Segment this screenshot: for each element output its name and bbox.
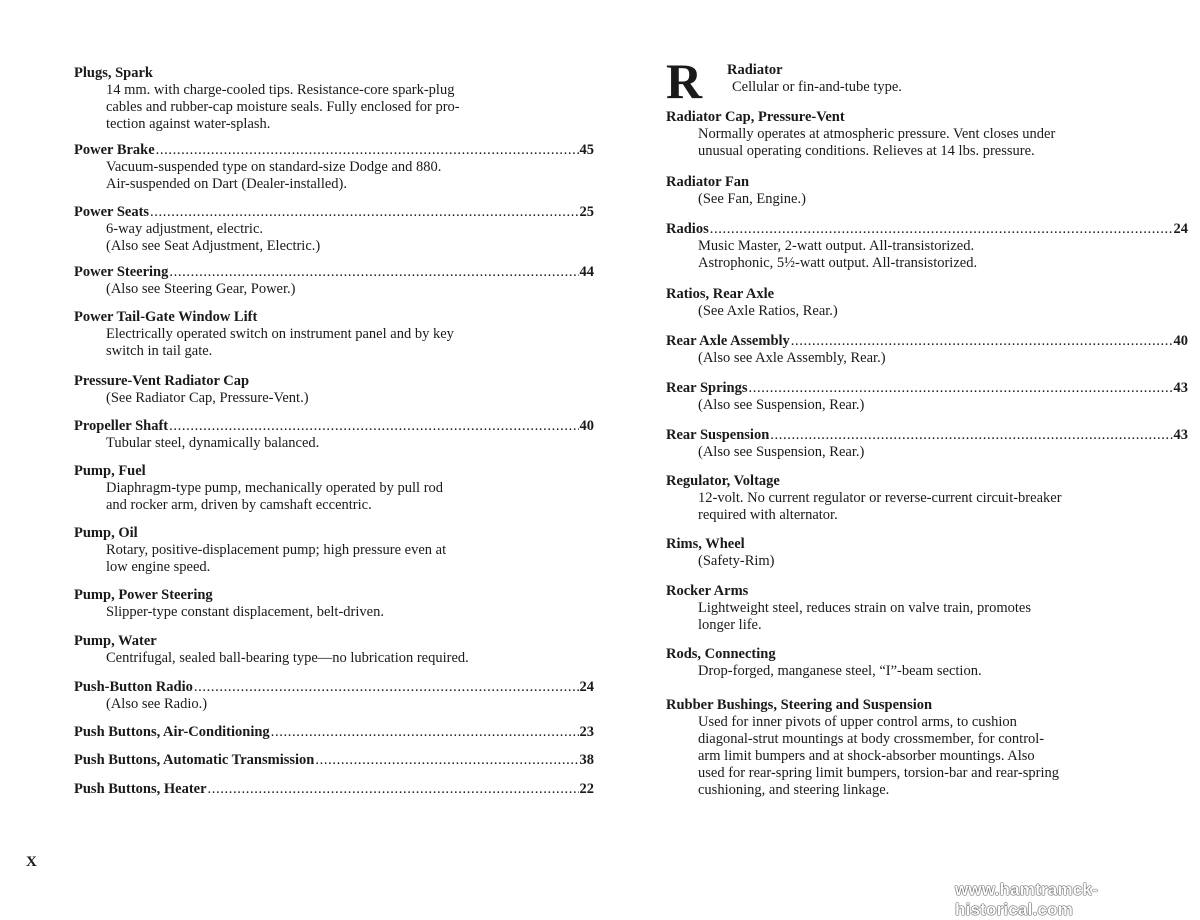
dot-leader [208, 781, 579, 798]
index-term: Regulator, Voltage [666, 473, 780, 489]
index-entry-heading [666, 473, 1188, 490]
index-term: Plugs, Spark [74, 65, 153, 81]
index-description [74, 696, 594, 713]
description-line: 12-volt. No current regulator or reverse-current circuit-breaker [698, 490, 1062, 506]
index-entry-heading [74, 752, 594, 769]
index-entry-heading [74, 65, 594, 82]
index-description [666, 714, 1188, 799]
index-description [74, 604, 594, 621]
description-line: (Also see Radio.) [106, 696, 208, 712]
index-term: Pump, Oil [74, 525, 138, 541]
description-line: Vacuum-suspended type on standard-size Dodge and 880. [106, 159, 442, 175]
index-entry [74, 633, 594, 667]
index-description [74, 650, 594, 667]
page-number: 25 [579, 204, 594, 220]
description-line: Centrifugal, sealed ball-bearing type—no lubrication required. [106, 650, 469, 666]
index-entry [666, 221, 1188, 272]
index-entry [74, 463, 594, 514]
index-entry-radiator [727, 62, 902, 96]
index-description [666, 303, 1188, 320]
index-entry-heading [74, 418, 594, 435]
index-description [666, 238, 1188, 272]
index-entry [74, 724, 594, 741]
index-entry [666, 286, 1188, 320]
index-entry-heading [74, 309, 594, 326]
description-line: required with alternator. [698, 507, 838, 523]
index-term: Radiator Fan [666, 174, 750, 190]
index-entry [74, 373, 594, 407]
page-number: 40 [579, 418, 594, 434]
index-entry [666, 174, 1188, 208]
index-term: Pump, Water [74, 633, 157, 649]
description-line: (See Fan, Engine.) [698, 191, 806, 207]
description-line: 6-way adjustment, electric. [106, 221, 264, 237]
index-description [666, 600, 1188, 634]
index-entry-heading [74, 587, 594, 604]
index-term: Radiator [727, 62, 783, 78]
description-line: Rotary, positive-displacement pump; high pressure even at [106, 542, 447, 558]
index-entry [666, 473, 1188, 524]
index-description [74, 542, 594, 576]
index-entry [666, 427, 1188, 461]
index-description [74, 435, 594, 452]
description-line: Tubular steel, dynamically balanced. [106, 435, 320, 451]
description-line: unusual operating conditions. Relieves at 14 lbs. pressure. [698, 143, 1035, 159]
index-entry-heading [74, 781, 594, 798]
index-entry [74, 679, 594, 713]
description-line: (See Axle Ratios, Rear.) [698, 303, 838, 319]
index-description [666, 191, 1188, 208]
index-entry [74, 781, 594, 798]
page-number: 24 [579, 679, 594, 695]
index-term: Ratios, Rear Axle [666, 286, 775, 302]
description-line: cushioning, and steering linkage. [698, 782, 890, 798]
index-entry-heading [666, 109, 1188, 126]
index-description [74, 281, 594, 298]
index-term: Radios [666, 221, 709, 237]
dot-leader [156, 142, 579, 159]
description-line: arm limit bumpers and at shock-absorber mountings. Also [698, 748, 1035, 764]
description-line: Electrically operated switch on instrument panel and by key [106, 326, 454, 342]
page-number: 22 [579, 781, 594, 797]
index-term: Push Buttons, Air-Conditioning [74, 724, 270, 740]
description-line: (Also see Suspension, Rear.) [698, 444, 865, 460]
index-entry-heading [74, 724, 594, 741]
index-entry-heading [666, 427, 1188, 444]
index-entry-heading [666, 646, 1188, 663]
index-term: Propeller Shaft [74, 418, 169, 434]
page-folio: X [26, 854, 37, 870]
index-description [74, 480, 594, 514]
index-description [666, 350, 1188, 367]
index-term: Push Buttons, Automatic Transmission [74, 752, 315, 768]
description-line: longer life. [698, 617, 762, 633]
index-entry [74, 752, 594, 769]
index-description [666, 126, 1188, 160]
index-entry [74, 142, 594, 193]
description-line: Music Master, 2-watt output. All-transistorized. [698, 238, 975, 254]
index-term: Push Buttons, Heater [74, 781, 207, 797]
index-term: Pump, Power Steering [74, 587, 213, 603]
index-description [666, 444, 1188, 461]
index-term: Rear Axle Assembly [666, 333, 790, 349]
page-number: 45 [579, 142, 594, 158]
index-entry [74, 587, 594, 621]
index-entry [74, 309, 594, 360]
description-line: (Also see Seat Adjustment, Electric.) [106, 238, 321, 254]
description-line: tection against water-splash. [106, 116, 271, 132]
index-term: Rods, Connecting [666, 646, 776, 662]
index-entry [666, 697, 1188, 799]
description-line: diagonal-strut mountings at body crossmember, for control- [698, 731, 1045, 747]
index-term: Rocker Arms [666, 583, 749, 599]
index-term: Pressure-Vent Radiator Cap [74, 373, 250, 389]
index-description [666, 490, 1188, 524]
index-entry [666, 380, 1188, 414]
section-letter: R [666, 53, 703, 109]
page-number: 43 [1173, 380, 1188, 396]
dot-leader [271, 724, 579, 741]
index-entry-heading [74, 525, 594, 542]
description-line: low engine speed. [106, 559, 211, 575]
index-description [666, 553, 1188, 570]
page-number: 43 [1173, 427, 1188, 443]
index-entry [74, 204, 594, 255]
index-description [727, 79, 902, 96]
index-entry [74, 418, 594, 452]
description-line: Lightweight steel, reduces strain on valve train, promotes [698, 600, 1032, 616]
description-line: Astrophonic, 5½-watt output. All-transistorized. [698, 255, 978, 271]
index-entry [666, 536, 1188, 570]
description-line: Used for inner pivots of upper control arms, to cushion [698, 714, 1017, 730]
index-entry [666, 109, 1188, 160]
page-number: 24 [1173, 221, 1188, 237]
index-entry [74, 525, 594, 576]
index-entry-heading [666, 536, 1188, 553]
description-line: (Also see Steering Gear, Power.) [106, 281, 296, 297]
description-line: Cellular or fin-and-tube type. [732, 79, 902, 95]
dot-leader [169, 418, 578, 435]
description-line: switch in tail gate. [106, 343, 213, 359]
index-entry-heading [74, 204, 594, 221]
index-entry-heading [74, 463, 594, 480]
index-entry-heading [666, 583, 1188, 600]
index-entry-heading [666, 333, 1188, 350]
index-term: Rear Suspension [666, 427, 770, 443]
index-term: Radiator Cap, Pressure-Vent [666, 109, 845, 125]
dot-leader [150, 204, 578, 221]
index-entry-heading [666, 697, 1188, 714]
index-entry [666, 646, 1188, 680]
description-line: 14 mm. with charge-cooled tips. Resistance-core spark-plug [106, 82, 455, 98]
index-description [74, 221, 594, 255]
index-description [666, 397, 1188, 414]
page-number: 38 [579, 752, 594, 768]
description-line: (Also see Suspension, Rear.) [698, 397, 865, 413]
description-line: used for rear-spring limit bumpers, torsion-bar and rear-spring [698, 765, 1060, 781]
description-line: (Also see Axle Assembly, Rear.) [698, 350, 886, 366]
page-number: 44 [579, 264, 594, 280]
description-line: Slipper-type constant displacement, belt-driven. [106, 604, 384, 620]
index-term: Power Seats [74, 204, 150, 220]
description-line: Drop-forged, manganese steel, “I”-beam section. [698, 663, 982, 679]
dot-leader [749, 380, 1173, 397]
description-line: cables and rubber-cap moisture seals. Fully enclosed for pro- [106, 99, 460, 115]
index-entry-heading [666, 221, 1188, 238]
index-entry-heading [666, 380, 1188, 397]
description-line: Air-suspended on Dart (Dealer-installed). [106, 176, 347, 192]
index-term: Rims, Wheel [666, 536, 745, 552]
page-number: 23 [579, 724, 594, 740]
index-entry-heading [74, 679, 594, 696]
watermark: www.hamtramck-historical.com [955, 880, 1098, 919]
dot-leader [169, 264, 578, 281]
description-line: and rocker arm, driven by camshaft eccentric. [106, 497, 372, 513]
index-entry-heading [74, 633, 594, 650]
index-term: Pump, Fuel [74, 463, 146, 479]
index-entry-heading [666, 174, 1188, 191]
index-entry-heading [666, 286, 1188, 303]
index-entry [74, 264, 594, 298]
dot-leader [194, 679, 579, 696]
index-term: Push-Button Radio [74, 679, 193, 695]
index-entry [74, 65, 594, 133]
index-description [74, 82, 594, 133]
index-term: Rubber Bushings, Steering and Suspension [666, 697, 933, 713]
index-term: Power Steering [74, 264, 169, 280]
dot-leader [791, 333, 1173, 350]
index-entry-heading [74, 373, 594, 390]
index-description [74, 159, 594, 193]
index-term: Power Brake [74, 142, 155, 158]
index-entry [666, 583, 1188, 634]
index-entry [666, 333, 1188, 367]
index-entry-heading [74, 142, 594, 159]
description-line: (Safety-Rim) [698, 553, 775, 569]
dot-leader [315, 752, 578, 769]
description-line: Diaphragm-type pump, mechanically operated by pull rod [106, 480, 444, 496]
index-description [666, 663, 1188, 680]
description-line: (See Radiator Cap, Pressure-Vent.) [106, 390, 309, 406]
index-description [74, 326, 594, 360]
description-line: Normally operates at atmospheric pressure. Vent closes under [698, 126, 1056, 142]
index-term: Rear Springs [666, 380, 748, 396]
dot-leader [770, 427, 1172, 444]
index-entry-heading [74, 264, 594, 281]
page-number: 40 [1173, 333, 1188, 349]
dot-leader [710, 221, 1173, 238]
index-term: Power Tail-Gate Window Lift [74, 309, 258, 325]
index-description [74, 390, 594, 407]
